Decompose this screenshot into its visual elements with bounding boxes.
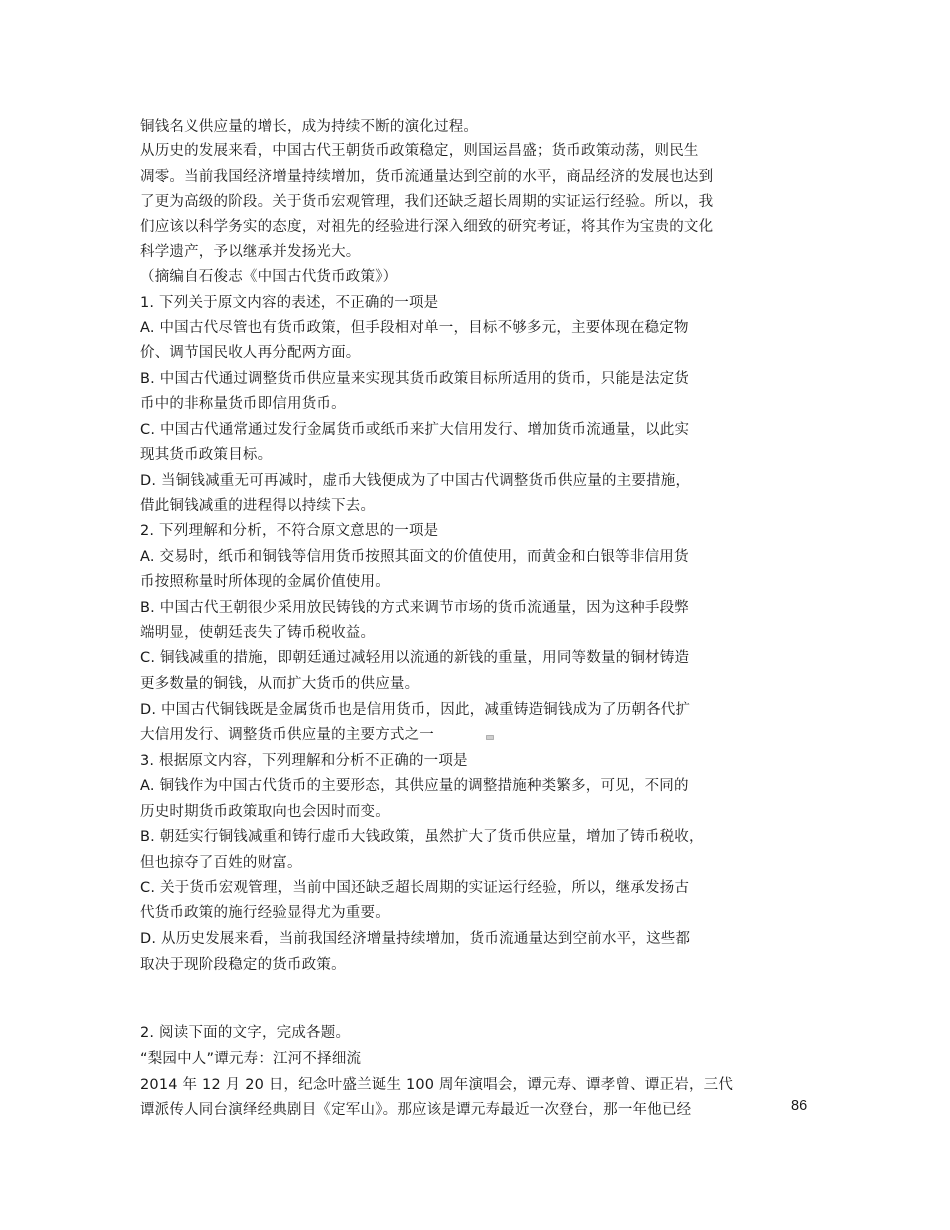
- text-line: 3. 根据原文内容，下列理解和分析不正确的一项是: [140, 753, 468, 769]
- text-line: 们应该以科学务实的态度，对祖先的经验进行深入细致的研究考证，将其作为宝贵的文化: [140, 219, 714, 235]
- page-number: 86: [791, 1098, 808, 1114]
- text-line: 科学遗产，予以继承并发扬光大。: [140, 244, 361, 260]
- text-line: A. 中国古代尽管也有货币政策，但手段相对单一，目标不够多元，主要体现在稳定物: [140, 320, 689, 336]
- text-line: 大信用发行、调整货币供应量的主要方式之一: [140, 727, 434, 743]
- text-line: B. 中国古代通过调整货币供应量来实现其货币政策目标所适用的货币，只能是法定货: [140, 371, 689, 387]
- text-line: 从历史的发展来看，中国古代王朝货币政策稳定，则国运昌盛；货币政策动荡，则民生: [140, 143, 699, 159]
- text-line: 1. 下列关于原文内容的表述，不正确的一项是: [140, 295, 439, 311]
- text-line: 谭派传人同台演绎经典剧目《定军山》。那应该是谭元寿最近一次登台，那一年他已经: [140, 1102, 692, 1118]
- text-line: C. 铜钱减重的措施，即朝廷通过减轻用以流通的新钱的重量，用同等数量的铜材铸造: [140, 650, 690, 666]
- text-line: 代货币政策的施行经验显得尤为重要。: [140, 905, 390, 921]
- text-line: 现其货币政策目标。: [140, 447, 273, 463]
- text-line: D. 从历史发展来看，当前我国经济增量持续增加，货币流通量达到空前水平，这些都: [140, 931, 691, 947]
- text-line: C. 关于货币宏观管理，当前中国还缺乏超长周期的实证运行经验，所以，继承发扬古: [140, 880, 690, 896]
- text-line: B. 朝廷实行铜钱减重和铸行虚币大钱政策，虽然扩大了货币供应量，增加了铸币税收，: [140, 829, 704, 845]
- text-line: D. 当铜钱减重无可再减时，虚币大钱便成为了中国古代调整货币供应量的主要措施，: [140, 473, 691, 489]
- text-line: A. 交易时，纸币和铜钱等信用货币按照其面文的价值使用，而黄金和白银等非信用货: [140, 549, 689, 565]
- text-line: 2. 下列理解和分析，不符合原文意思的一项是: [140, 523, 439, 539]
- stray-mark-icon: [486, 735, 494, 740]
- text-line: A. 铜钱作为中国古代货币的主要形态，其供应量的调整措施种类繁多，可见，不同的: [140, 778, 689, 794]
- text-line: 端明显，使朝廷丧失了铸币税收益。: [140, 625, 376, 641]
- text-line: “梨园中人”谭元寿：江河不择细流: [140, 1051, 362, 1067]
- text-line: 2014 年 12 月 20 日，纪念叶盛兰诞生 100 周年演唱会，谭元寿、谭孝曾、谭正岩，三代: [140, 1077, 734, 1093]
- text-line: 凋零。当前我国经济增量持续增加，货币流通量达到空前的水平，商品经济的发展也达到: [140, 169, 714, 185]
- text-line: D. 中国古代铜钱既是金属货币也是信用货币，因此，减重铸造铜钱成为了历朝各代扩: [140, 702, 691, 718]
- text-line: 历史时期货币政策取向也会因时而变。: [140, 804, 390, 820]
- text-line: 2. 阅读下面的文字，完成各题。: [140, 1025, 351, 1041]
- text-line: 了更为高级的阶段。关于货币宏观管理，我们还缺乏超长周期的实证运行经验。所以，我: [140, 194, 714, 210]
- text-line: C. 中国古代通常通过发行金属货币或纸币来扩大信用发行、增加货币流通量，以此实: [140, 422, 690, 438]
- text-line: 借此铜钱减重的进程得以持续下去。: [140, 498, 376, 514]
- text-line: 取决于现阶段稳定的货币政策。: [140, 957, 346, 973]
- text-line: B. 中国古代王朝很少采用放民铸钱的方式来调节市场的货币流通量，因为这种手段弊: [140, 600, 689, 616]
- text-line: 价、调节国民收人再分配两方面。: [140, 345, 361, 361]
- text-line: 币中的非称量货币即信用货币。: [140, 396, 346, 412]
- text-line: 币按照称量时所体现的金属价值使用。: [140, 574, 390, 590]
- text-line: 铜钱名义供应量的增长，成为持续不断的演化过程。: [140, 119, 479, 135]
- text-line: 但也掠夺了百姓的财富。: [140, 855, 302, 871]
- text-line: 更多数量的铜钱，从而扩大货币的供应量。: [140, 676, 420, 692]
- text-line: （摘编自石俊志《中国古代货币政策》）: [140, 269, 398, 285]
